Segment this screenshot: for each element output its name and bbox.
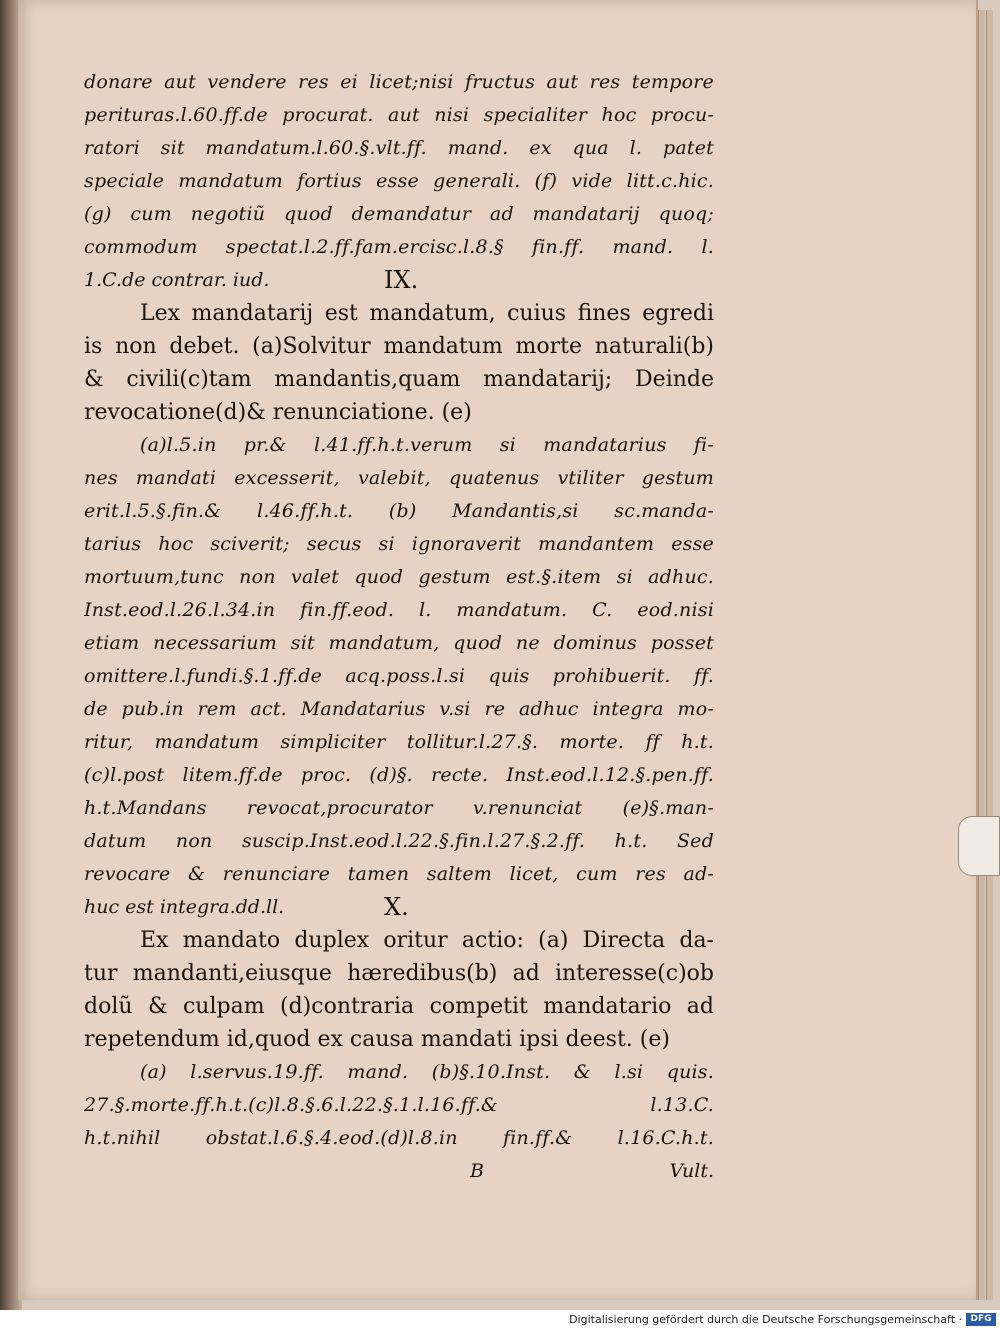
paragraph-line: & civili(c)tam mandantis,quam mandatarij; Deinde: [84, 367, 714, 392]
note-line: (a) l.servus.19.ff. mand. (b)§.10.Inst. & l.si quis.: [140, 1061, 714, 1083]
note-line: nes mandati excesserit, valebit, quatenus vtiliter gestum: [84, 467, 714, 489]
paragraph-line: is non debet. (a)Solvitur mandatum morte naturali(b): [84, 334, 714, 359]
page-edge: [986, 10, 993, 1300]
note-line: ritur, mandatum simpliciter tollitur.l.27.§. morte. ff h.t.: [84, 731, 714, 753]
text-line: 1.C.de contrar. iud.: [84, 269, 270, 291]
section-number: X.: [384, 893, 409, 921]
note-line: tarius hoc sciverit; secus si ignoraverit mandantem esse: [84, 533, 714, 555]
dfg-logo: DFG: [966, 1313, 996, 1326]
paragraph-line: Ex mandato duplex oritur actio: (a) Directa da-: [140, 928, 714, 953]
text-line: speciale mandatum fortius esse generali. (f) vide litt.c.hic.: [84, 170, 714, 192]
text-line: (g) cum negotiũ quod demandatur ad mandatarij quoq;: [84, 203, 714, 225]
paragraph-line: revocatione(d)& renunciatione. (e): [84, 400, 472, 425]
page-clip: [958, 816, 1000, 876]
page-edge: [978, 10, 985, 1300]
note-line: (c)l.post litem.ff.de proc. (d)§. recte. Inst.eod.l.12.§.pen.ff.: [84, 764, 714, 786]
page-text: [84, 66, 714, 1188]
text-line: commodum spectat.l.2.ff.fam.ercisc.l.8.§ fin.ff. mand. l.: [84, 236, 714, 258]
funding-credit: Digitalisierung gefördert durch die Deutsche Forschungsgemeinschaft ·: [569, 1313, 962, 1326]
note-line: omittere.l.fundi.§.1.ff.de acq.poss.l.si quis prohibuerit. ff.: [84, 665, 714, 687]
text-line: donare aut vendere res ei licet;nisi fructus aut res tempore: [84, 71, 714, 93]
note-line: h.t.nihil obstat.l.6.§.4.eod.(d)l.8.in fin.ff.& l.16.C.h.t.: [84, 1127, 714, 1149]
catchword: Vult.: [669, 1160, 714, 1182]
note-line: huc est integra.dd.ll.: [84, 896, 285, 918]
paragraph-line: Lex mandatarij est mandatum, cuius fines egredi: [140, 301, 714, 326]
paragraph-line: tur mandanti,eiusque hæredibus(b) ad interesse(c)ob: [84, 961, 714, 986]
note-line: de pub.in rem act. Mandatarius v.si re adhuc integra mo-: [84, 698, 714, 720]
note-line: Inst.eod.l.26.l.34.in fin.ff.eod. l. mandatum. C. eod.nisi: [84, 599, 714, 621]
note-line: (a)l.5.in pr.& l.41.ff.h.t.verum si mandatarius fi-: [140, 434, 714, 456]
section-heading-ix: [84, 264, 714, 297]
note-line: h.t.Mandans revocat,procurator v.renunciat (e)§.man-: [84, 797, 714, 819]
text-line: ratori sit mandatum.l.60.§.vlt.ff. mand. ex qua l. patet: [84, 137, 714, 159]
digitization-footer: [0, 1310, 1000, 1330]
note-line: etiam necessarium sit mandatum, quod ne dominus posset: [84, 632, 714, 654]
section-heading-x: [84, 891, 714, 924]
note-line: datum non suscip.Inst.eod.l.22.§.fin.l.27.§.2.ff. h.t. Sed: [84, 830, 714, 852]
page-footer-line: [84, 1155, 714, 1188]
note-line: erit.l.5.§.fin.& l.46.ff.h.t. (b) Mandantis,si sc.manda-: [84, 500, 714, 522]
paragraph-line: dolũ & culpam (d)contraria competit mandatario ad: [84, 994, 714, 1019]
paragraph-line: repetendum id,quod ex causa mandati ipsi deest. (e): [84, 1027, 670, 1052]
text-line: perituras.l.60.ff.de procurat. aut nisi specialiter hoc procu-: [84, 104, 714, 126]
section-number: IX.: [384, 266, 419, 294]
note-line: revocare & renunciare tamen saltem licet, cum res ad-: [84, 863, 714, 885]
note-line: 27.§.morte.ff.h.t.(c)l.8.§.6.l.22.§.1.l.16.ff.& l.13.C.: [84, 1094, 714, 1116]
note-line: mortuum,tunc non valet quod gestum est.§.item si adhuc.: [84, 566, 714, 588]
signature-mark: B: [470, 1160, 484, 1182]
